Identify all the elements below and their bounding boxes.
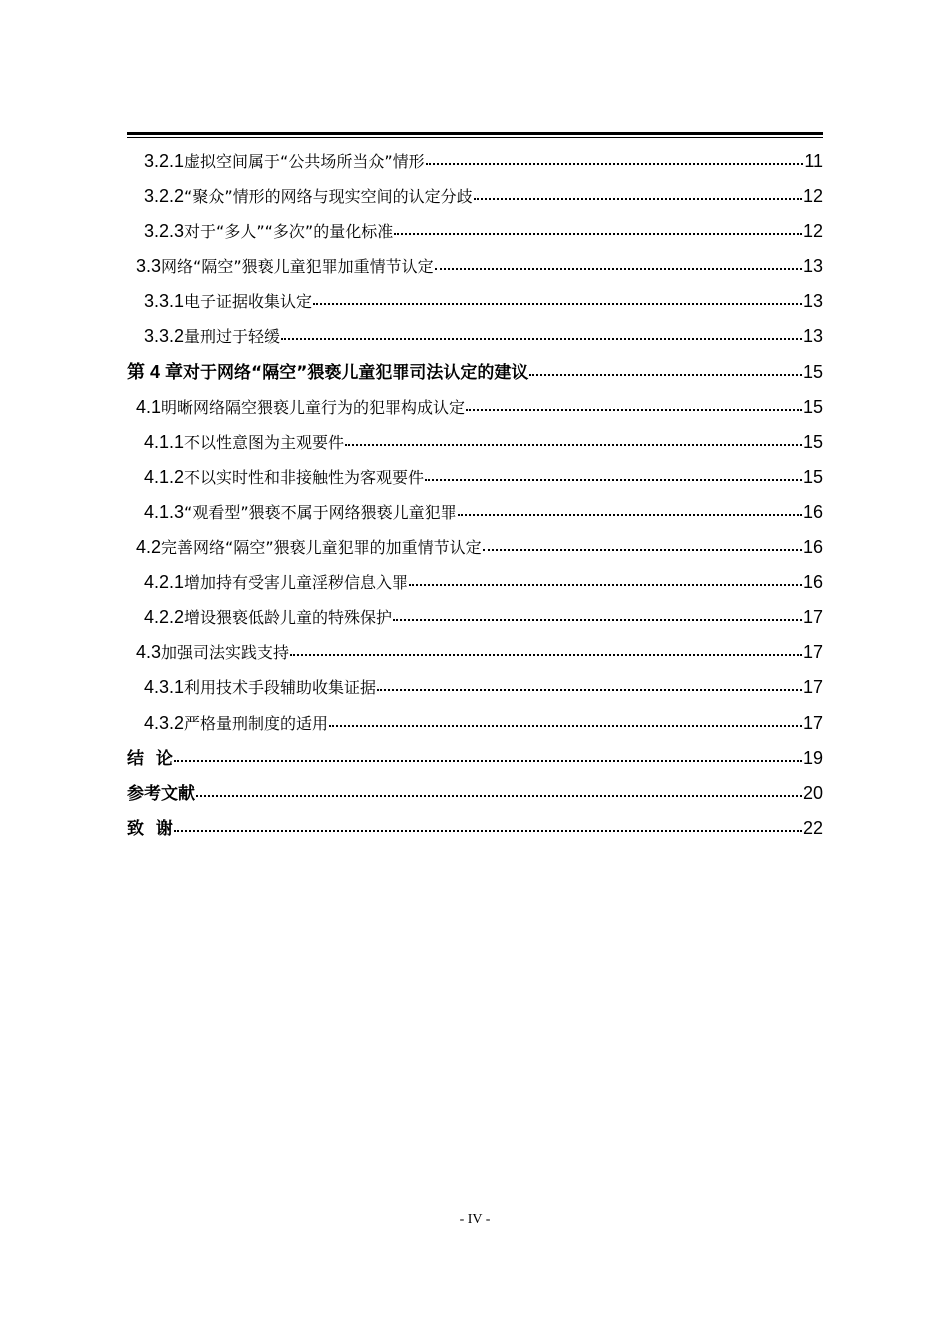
table-of-contents [127, 144, 823, 846]
header-rule-thick [127, 132, 823, 135]
toc-entry[interactable] [127, 144, 823, 179]
toc-entry-number: 3.3.2 [144, 326, 185, 347]
toc-entry-dot-leader [377, 675, 802, 693]
toc-entry-title: 致 谢 [127, 818, 173, 839]
toc-entry-number: 4.3.2 [144, 712, 185, 733]
toc-entry-title: 虚拟空间属于“公共场所当众”情形 [184, 152, 425, 171]
toc-entry-title: 电子证据收集认定 [184, 292, 313, 312]
toc-entry[interactable] [127, 249, 823, 284]
toc-entry-number: 3.2.1 [144, 151, 185, 171]
toc-entry-title: 不以性意图为主观要件 [184, 432, 345, 452]
toc-entry-title: 结 论 [127, 748, 173, 769]
toc-entry-page-number: 16 [802, 572, 823, 593]
toc-entry-title: 不以实时性和非接触性为客观要件 [184, 467, 425, 487]
toc-entry[interactable] [127, 179, 823, 214]
toc-entry[interactable] [127, 530, 823, 565]
toc-entry-page-number: 13 [802, 256, 823, 277]
toc-entry-number: 4.2 [136, 537, 162, 558]
toc-entry-dot-leader [426, 149, 804, 167]
toc-entry-page-number: 20 [802, 782, 823, 803]
toc-entry-page-number: 22 [802, 817, 823, 838]
toc-entry-number: 4.1.2 [144, 466, 185, 487]
toc-entry-page-number: 19 [802, 747, 823, 768]
toc-entry-dot-leader [425, 465, 802, 483]
toc-entry-page-number: 12 [802, 186, 823, 207]
toc-entry-title: 明晰网络隔空猥亵儿童行为的犯罪构成认定 [161, 397, 466, 417]
toc-entry[interactable] [127, 425, 823, 460]
toc-entry[interactable] [127, 565, 823, 600]
toc-entry-page-number: 17 [802, 607, 823, 628]
toc-entry-number: 4.2.2 [144, 607, 185, 628]
toc-entry[interactable] [127, 670, 823, 705]
toc-entry-number: 4.3.1 [144, 677, 185, 698]
toc-entry-title: “观看型”猥亵不属于网络猥亵儿童犯罪 [184, 502, 457, 522]
toc-entry-dot-leader [345, 430, 802, 448]
toc-entry-title: 增设猥亵低龄儿童的特殊保护 [184, 608, 393, 628]
toc-entry-page-number: 13 [802, 291, 823, 312]
toc-entry[interactable] [127, 214, 823, 249]
toc-entry-dot-leader [196, 781, 802, 799]
toc-entry-title: 完善网络“隔空”猥亵儿童犯罪的加重情节认定 [161, 538, 482, 558]
toc-entry-dot-leader [435, 254, 802, 272]
toc-entry-title: 增加持有受害儿童淫秽信息入罪 [184, 573, 409, 593]
toc-entry-dot-leader [290, 640, 802, 658]
toc-entry-title: 对于“多人”“多次”的量化标准 [184, 222, 394, 242]
toc-entry[interactable] [127, 319, 823, 354]
toc-entry-number: 第 4 章 [127, 361, 184, 382]
toc-entry-number: 4.1.1 [144, 431, 185, 452]
toc-entry[interactable] [127, 600, 823, 635]
toc-entry-page-number: 17 [802, 712, 823, 733]
toc-entry-title: 参考文献 [127, 783, 195, 804]
header-double-rule [127, 132, 823, 138]
toc-entry-page-number: 17 [802, 677, 823, 698]
toc-entry[interactable] [127, 706, 823, 741]
toc-entry-dot-leader [458, 500, 802, 518]
toc-entry-dot-leader [174, 746, 802, 764]
toc-entry-number: 3.3 [136, 256, 162, 277]
toc-entry-dot-leader [174, 816, 802, 834]
toc-entry-number: 4.1.3 [144, 501, 185, 522]
toc-entry-page-number: 16 [802, 501, 823, 522]
toc-entry[interactable] [127, 460, 823, 495]
toc-entry-number: 3.2.2 [144, 186, 185, 207]
toc-entry-page-number: 15 [802, 431, 823, 452]
toc-entry-title: 利用技术手段辅助收集证据 [184, 678, 377, 698]
toc-entry-page-number: 15 [802, 466, 823, 487]
toc-entry-number: 4.2.1 [144, 572, 185, 593]
toc-entry[interactable] [127, 495, 823, 530]
toc-entry-page-number: 15 [802, 361, 823, 382]
page-number-footer: - IV - [459, 1212, 491, 1227]
toc-entry-dot-leader [329, 711, 802, 729]
toc-entry-title: 量刑过于轻缓 [184, 327, 281, 347]
toc-entry-page-number: 13 [802, 326, 823, 347]
toc-entry-dot-leader [409, 570, 802, 588]
toc-entry[interactable] [127, 776, 823, 811]
toc-entry[interactable] [127, 741, 823, 776]
toc-entry-dot-leader [474, 184, 802, 202]
toc-entry-number: 4.3 [136, 642, 162, 663]
toc-entry-number: 4.1 [136, 396, 162, 417]
toc-entry-dot-leader [313, 289, 802, 307]
toc-entry-title: 严格量刑制度的适用 [184, 713, 329, 733]
toc-entry-number: 3.2.3 [144, 221, 185, 242]
toc-entry-page-number: 15 [802, 396, 823, 417]
toc-entry-dot-leader [281, 324, 802, 342]
toc-entry[interactable] [127, 284, 823, 319]
toc-entry-dot-leader [466, 395, 802, 413]
header-rule-thin [127, 137, 823, 138]
toc-entry-page-number: 11 [804, 151, 823, 171]
toc-entry-dot-leader [529, 360, 802, 378]
toc-entry-title: 加强司法实践支持 [161, 643, 290, 663]
toc-entry[interactable] [127, 635, 823, 670]
toc-entry-page-number: 12 [802, 221, 823, 242]
toc-entry-dot-leader [483, 535, 802, 553]
toc-entry[interactable] [127, 811, 823, 846]
toc-entry-page-number: 17 [802, 642, 823, 663]
toc-entry-dot-leader [394, 219, 802, 237]
toc-entry[interactable] [127, 390, 823, 425]
toc-entry-title: “聚众”情形的网络与现实空间的认定分歧 [184, 187, 473, 207]
toc-entry-number: 3.3.1 [144, 291, 185, 312]
toc-entry-title: 网络“隔空”猥亵儿童犯罪加重情节认定 [161, 257, 434, 277]
toc-entry[interactable] [127, 355, 823, 390]
toc-entry-page-number: 16 [802, 537, 823, 558]
toc-entry-title: 对于网络“隔空”猥亵儿童犯罪司法认定的建议 [183, 362, 529, 383]
toc-entry-dot-leader [393, 605, 802, 623]
